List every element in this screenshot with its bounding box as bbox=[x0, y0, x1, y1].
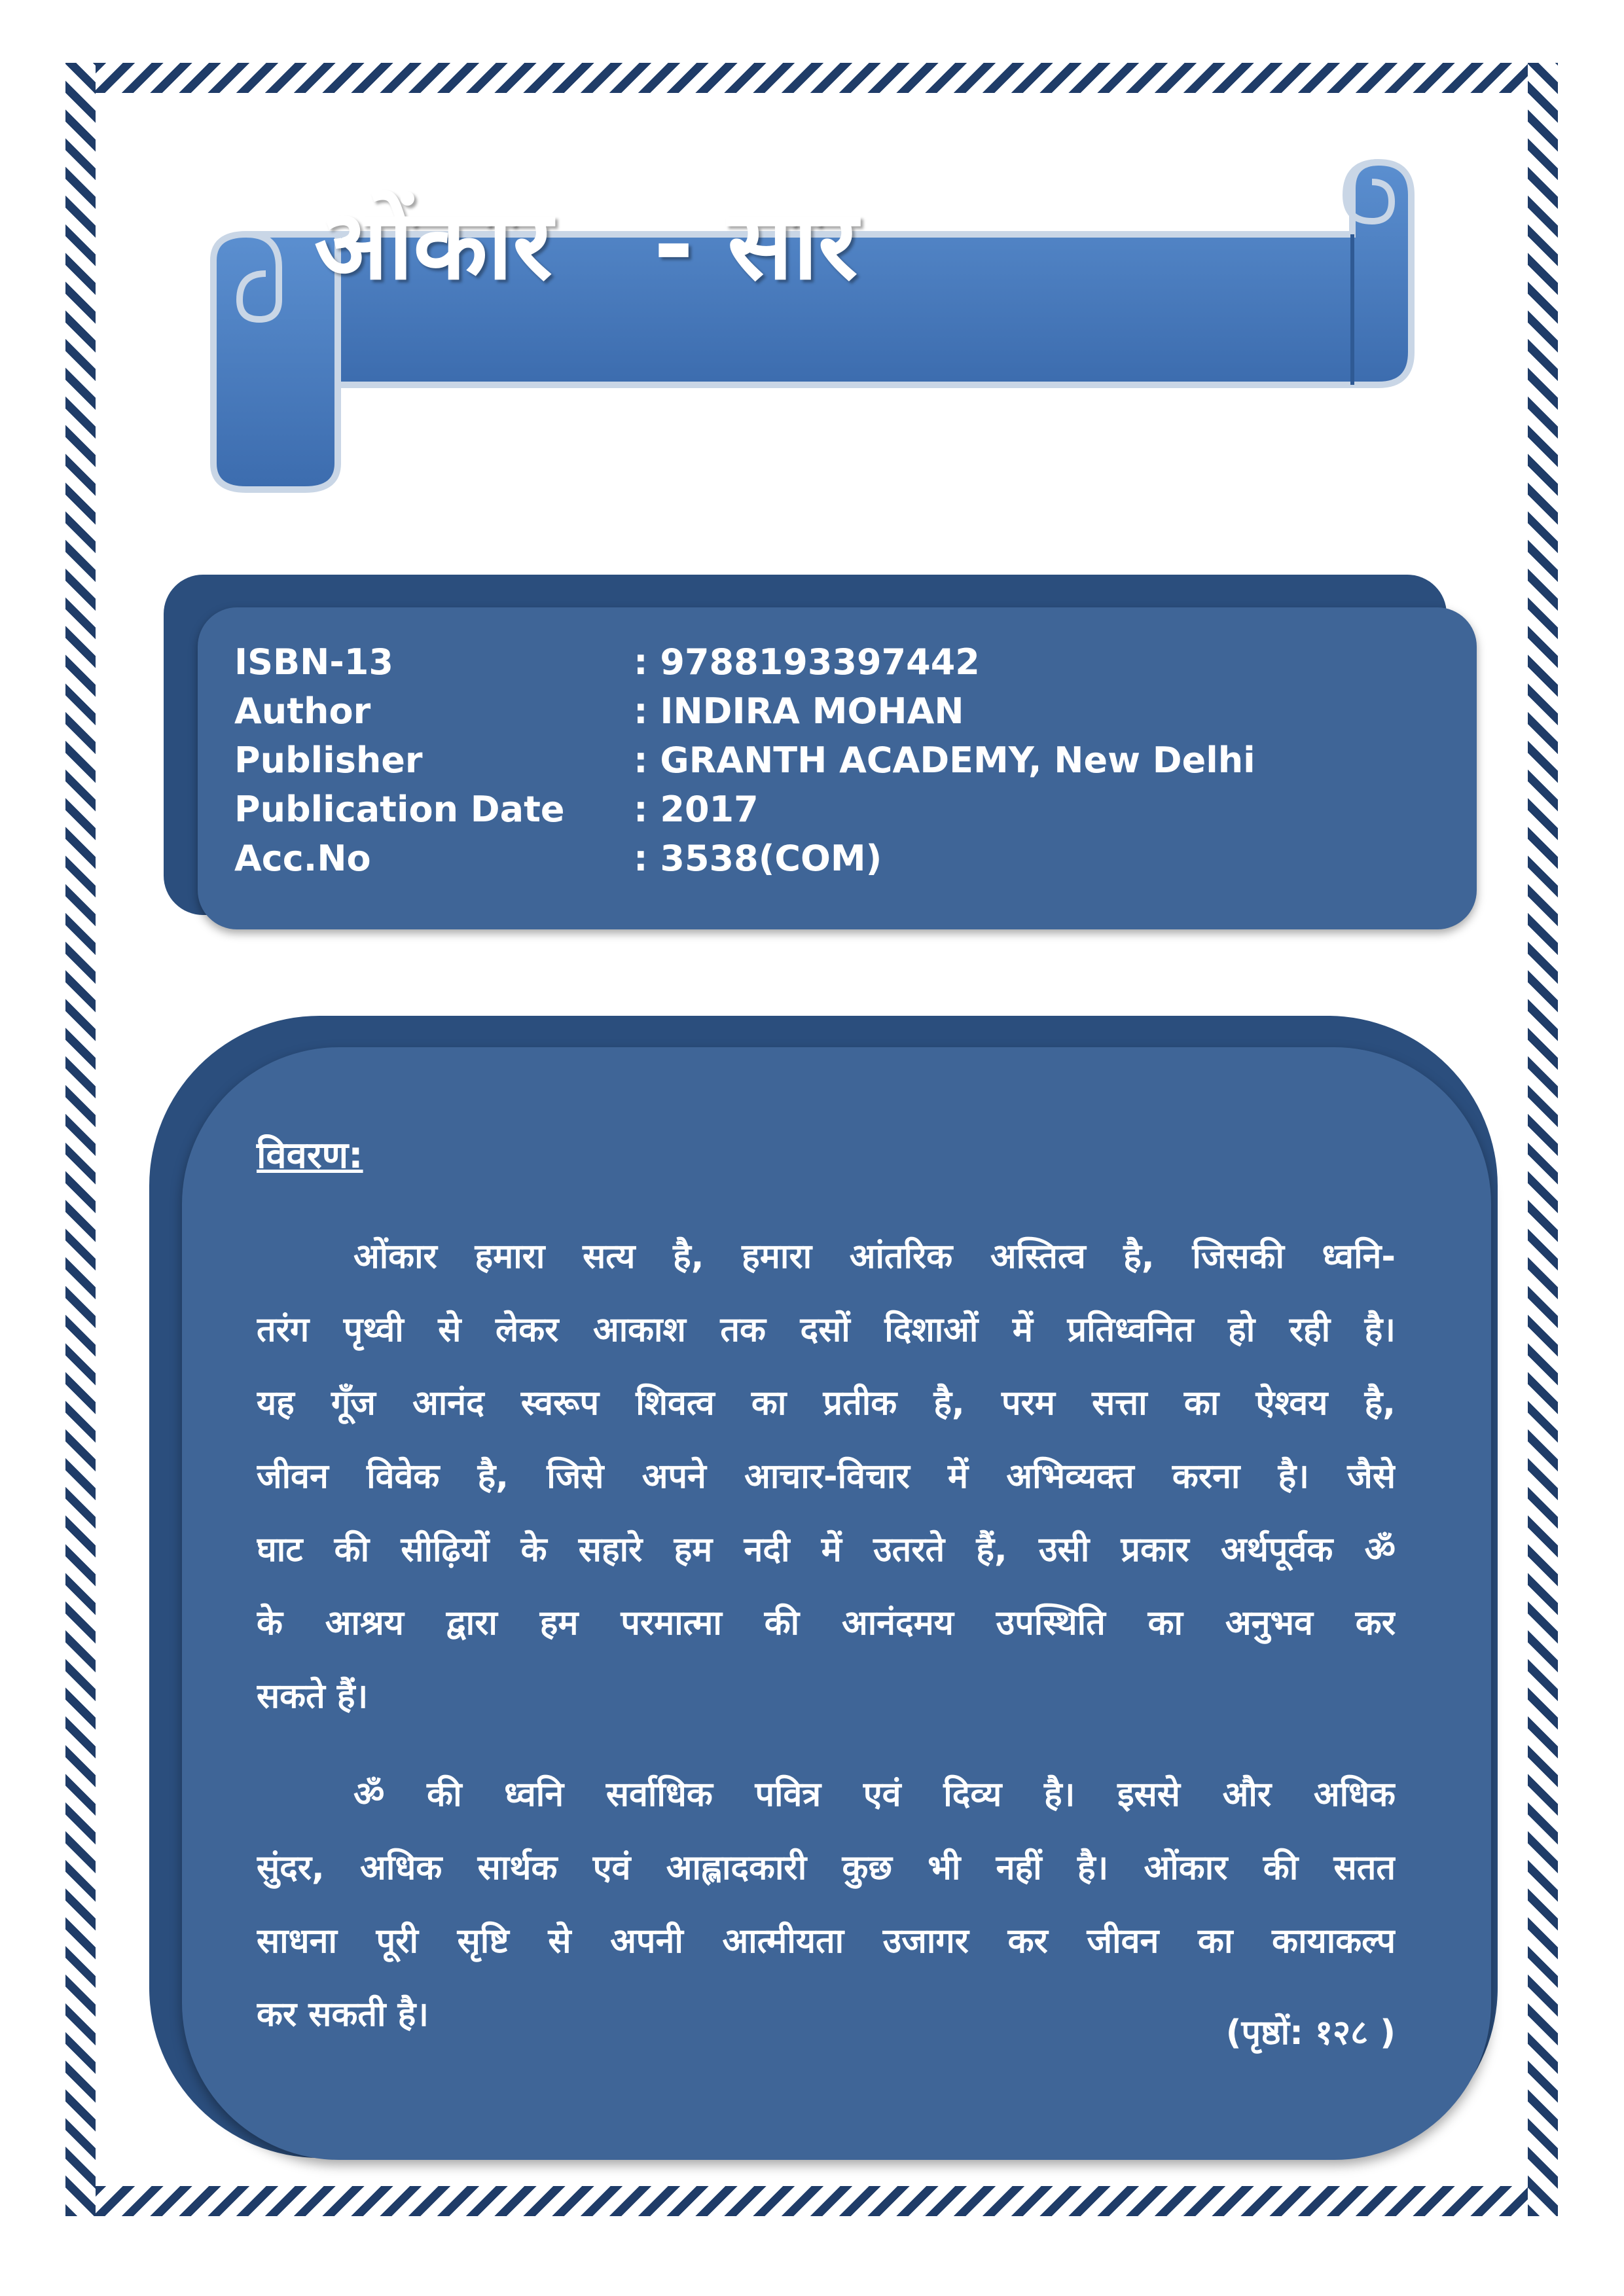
page-border-bottom bbox=[65, 2186, 1558, 2216]
description-line: यह गूँज आनंद स्वरूप शिवत्व का प्रतीक है, परम सत्ता का ऐश्वय है, bbox=[257, 1384, 1396, 1423]
page-border-top bbox=[65, 63, 1558, 93]
meta-label-author: Author bbox=[234, 691, 371, 732]
description-line: तरंग पृथ्वी से लेकर आकाश तक दसों दिशाओं में प्रतिध्वनित हो रही है। bbox=[257, 1310, 1396, 1350]
description-line: घाट की सीढ़ियों के सहारे हम नदी में उतरते हैं, उसी प्रकार अर्थपूर्वक ॐ bbox=[257, 1530, 1396, 1570]
meta-label-acc-no: Acc.No bbox=[234, 838, 371, 879]
meta-value-publication-date: : 2017 bbox=[634, 789, 759, 830]
meta-value-author: : INDIRA MOHAN bbox=[634, 691, 964, 732]
page-border-left bbox=[65, 63, 96, 2216]
meta-label-publisher: Publisher bbox=[234, 740, 423, 781]
description-heading: विवरण: bbox=[257, 1134, 363, 1177]
description-line: ॐ की ध्वनि सर्वाधिक पवित्र एवं दिव्य है। इससे और अधिक bbox=[353, 1775, 1396, 1814]
description-line: सुंदर, अधिक सार्थक एवं आह्लादकारी कुछ भी नहीं है। ओंकार की सतत bbox=[257, 1848, 1396, 1888]
meta-value-publisher: : GRANTH ACADEMY, New Delhi bbox=[634, 740, 1255, 781]
meta-value-acc-no: : 3538(COM) bbox=[634, 838, 882, 879]
meta-label-isbn: ISBN-13 bbox=[234, 641, 393, 683]
page-border-right bbox=[1528, 63, 1558, 2216]
meta-value-isbn: : 9788193397442 bbox=[634, 641, 980, 683]
description-line: के आश्रय द्वारा हम परमात्मा की आनंदमय उपस्थिति का अनुभव कर bbox=[257, 1604, 1396, 1643]
book-title: ओंकार - सार bbox=[314, 188, 858, 301]
meta-label-publication-date: Publication Date bbox=[234, 789, 565, 830]
description-line: साधना पूरी सृष्टि से अपनी आत्मीयता उजागर कर जीवन का कायाकल्प bbox=[257, 1922, 1396, 1961]
description-line: सकते हैं। bbox=[257, 1677, 369, 1716]
description-line: कर सकती है। bbox=[257, 1995, 429, 2034]
description-line: ओंकार हमारा सत्य है, हमारा आंतरिक अस्तित्व है, जिसकी ध्वनि- bbox=[353, 1237, 1396, 1276]
page-count: (पृष्ठों: १२८ ) bbox=[1225, 2013, 1396, 2053]
description-line: जीवन विवेक है, जिसे अपने आचार-विचार में अभिव्यक्त करना है। जैसे bbox=[257, 1457, 1396, 1496]
